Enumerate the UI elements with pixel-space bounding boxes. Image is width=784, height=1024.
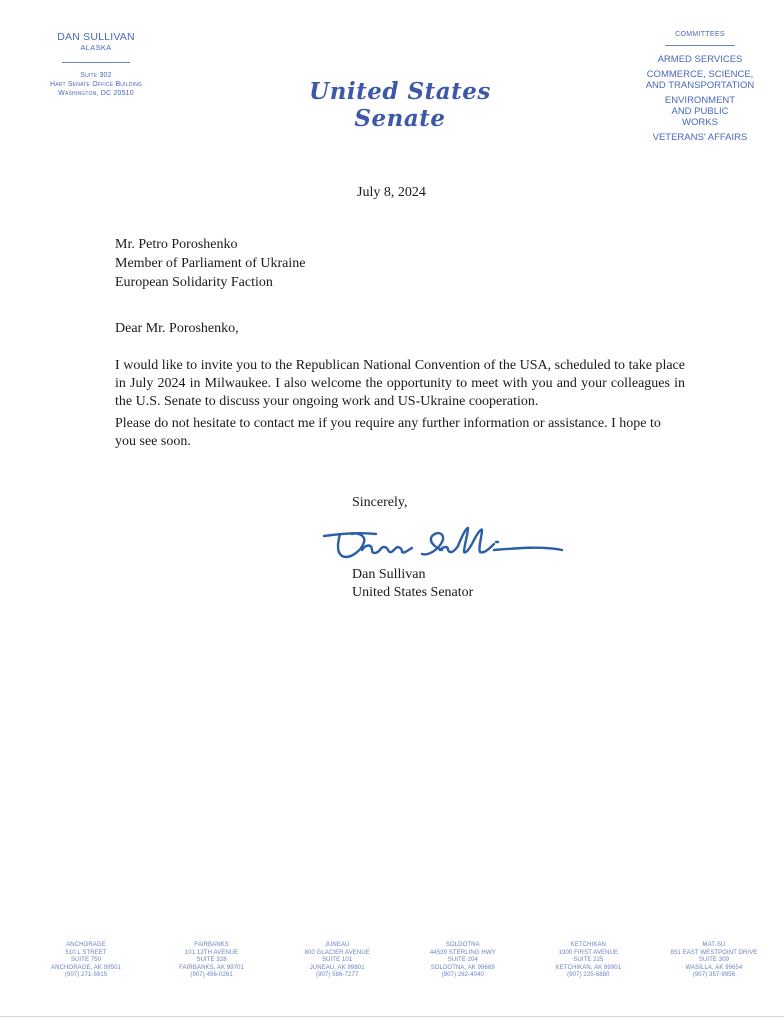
office-street: 800 GLACIER AVENUE bbox=[304, 949, 370, 956]
office-city: FAIRBANKS bbox=[194, 942, 229, 948]
office-citystate: FAIRBANKS, AK 99701 bbox=[179, 964, 245, 971]
letter-date: July 8, 2024 bbox=[357, 185, 426, 200]
office-ketchikan bbox=[527, 942, 649, 980]
office-suite: SUITE 750 bbox=[70, 957, 102, 963]
office-suite: SUITE 225 bbox=[573, 957, 604, 963]
letterhead-center bbox=[270, 78, 530, 132]
office-citystate: SOLDOTNA, AK 99669 bbox=[430, 964, 495, 971]
body-paragraph: Please do not hesitate to contact me if you require any further information or assistance. I hope to you see soon. bbox=[115, 416, 661, 449]
signer-block bbox=[352, 566, 473, 602]
office-street: 851 EAST WESTPOINT DRIVE bbox=[670, 949, 758, 956]
recipient-affiliation: European Solidarity Faction bbox=[115, 275, 273, 290]
signature bbox=[318, 520, 568, 568]
office-city: KETCHIKAN bbox=[570, 942, 606, 948]
office-phone: (907) 456-0261 bbox=[190, 972, 233, 978]
senator-state: ALASKA bbox=[80, 43, 112, 52]
office-suite: SUITE 328 bbox=[196, 957, 227, 963]
office-phone: (907) 271-5915 bbox=[64, 972, 108, 978]
office-mat-su bbox=[653, 942, 775, 980]
office-phone: (907) 357-9956 bbox=[692, 972, 736, 978]
office-anchorage bbox=[25, 942, 147, 980]
office-citystate: JUNEAU, AK 99801 bbox=[309, 964, 365, 971]
office-street: 44539 STERLING HWY bbox=[429, 949, 496, 956]
office-street: 510 L STREET bbox=[65, 949, 107, 956]
office-phone: (907) 262-4040 bbox=[441, 972, 484, 978]
institution-name: United States Senate bbox=[309, 78, 491, 132]
committees-title: COMMITTEES bbox=[675, 31, 725, 38]
recipient-block bbox=[115, 235, 306, 292]
office-citystate: KETCHIKAN, AK 99901 bbox=[555, 964, 622, 971]
signer-name: Dan Sullivan bbox=[352, 567, 426, 582]
office-phone: (907) 225-6880 bbox=[567, 972, 610, 978]
office-city: JUNEAU bbox=[324, 942, 350, 948]
recipient-title: Member of Parliament of Ukraine bbox=[115, 256, 306, 271]
recipient-name: Mr. Petro Poroshenko bbox=[115, 237, 238, 252]
signer-title: United States Senator bbox=[352, 585, 474, 600]
committee-item: VETERANS' AFFAIRS bbox=[652, 132, 748, 143]
closing: Sincerely, bbox=[352, 495, 408, 510]
office-city: SOLDOTNA bbox=[445, 942, 480, 948]
office-street: 101 12TH AVENUE bbox=[184, 949, 239, 956]
office-phone: (907) 586-7277 bbox=[315, 972, 359, 978]
office-citystate: WASILLA, AK 99654 bbox=[685, 964, 743, 971]
committee-item: ARMED SERVICES bbox=[657, 54, 743, 65]
dc-address-line: Hart Senate Office Building bbox=[49, 81, 142, 88]
office-fairbanks bbox=[151, 942, 273, 980]
office-street: 1900 FIRST AVENUE bbox=[558, 949, 619, 956]
state-offices bbox=[25, 942, 775, 980]
committees-block bbox=[614, 30, 784, 147]
office-suite: SUITE 204 bbox=[447, 957, 478, 963]
divider bbox=[62, 62, 130, 63]
committee-item: ENVIRONMENT AND PUBLIC WORKS bbox=[664, 95, 736, 128]
office-city: ANCHORAGE bbox=[66, 942, 106, 948]
divider bbox=[665, 45, 735, 46]
salutation: Dear Mr. Poroshenko, bbox=[115, 321, 239, 336]
office-city: MAT-SU bbox=[702, 942, 726, 948]
body-paragraph: I would like to invite you to the Republican National Convention of the USA, scheduled to take place in July 2024 in Milwaukee. I also welcome the opportunity to meet with you and your colleagues in the U.S. Senate to discuss your ongoing work and US-Ukraine cooperation. bbox=[115, 358, 685, 409]
committee-item: COMMERCE, SCIENCE, AND TRANSPORTATION bbox=[645, 69, 755, 91]
page-bottom-edge bbox=[0, 1016, 784, 1017]
office-citystate: ANCHORAGE, AK 99501 bbox=[51, 964, 121, 971]
office-suite: SUITE 101 bbox=[322, 957, 353, 963]
dc-address-line: Washington, DC 20510 bbox=[58, 90, 134, 97]
office-juneau bbox=[276, 942, 398, 980]
letterhead-left bbox=[20, 31, 172, 98]
office-soldotna bbox=[402, 942, 524, 980]
senator-name: DAN SULLIVAN bbox=[57, 31, 135, 43]
office-suite: SUITE 309 bbox=[698, 957, 730, 963]
dc-address-line: Suite 302 bbox=[80, 72, 112, 79]
